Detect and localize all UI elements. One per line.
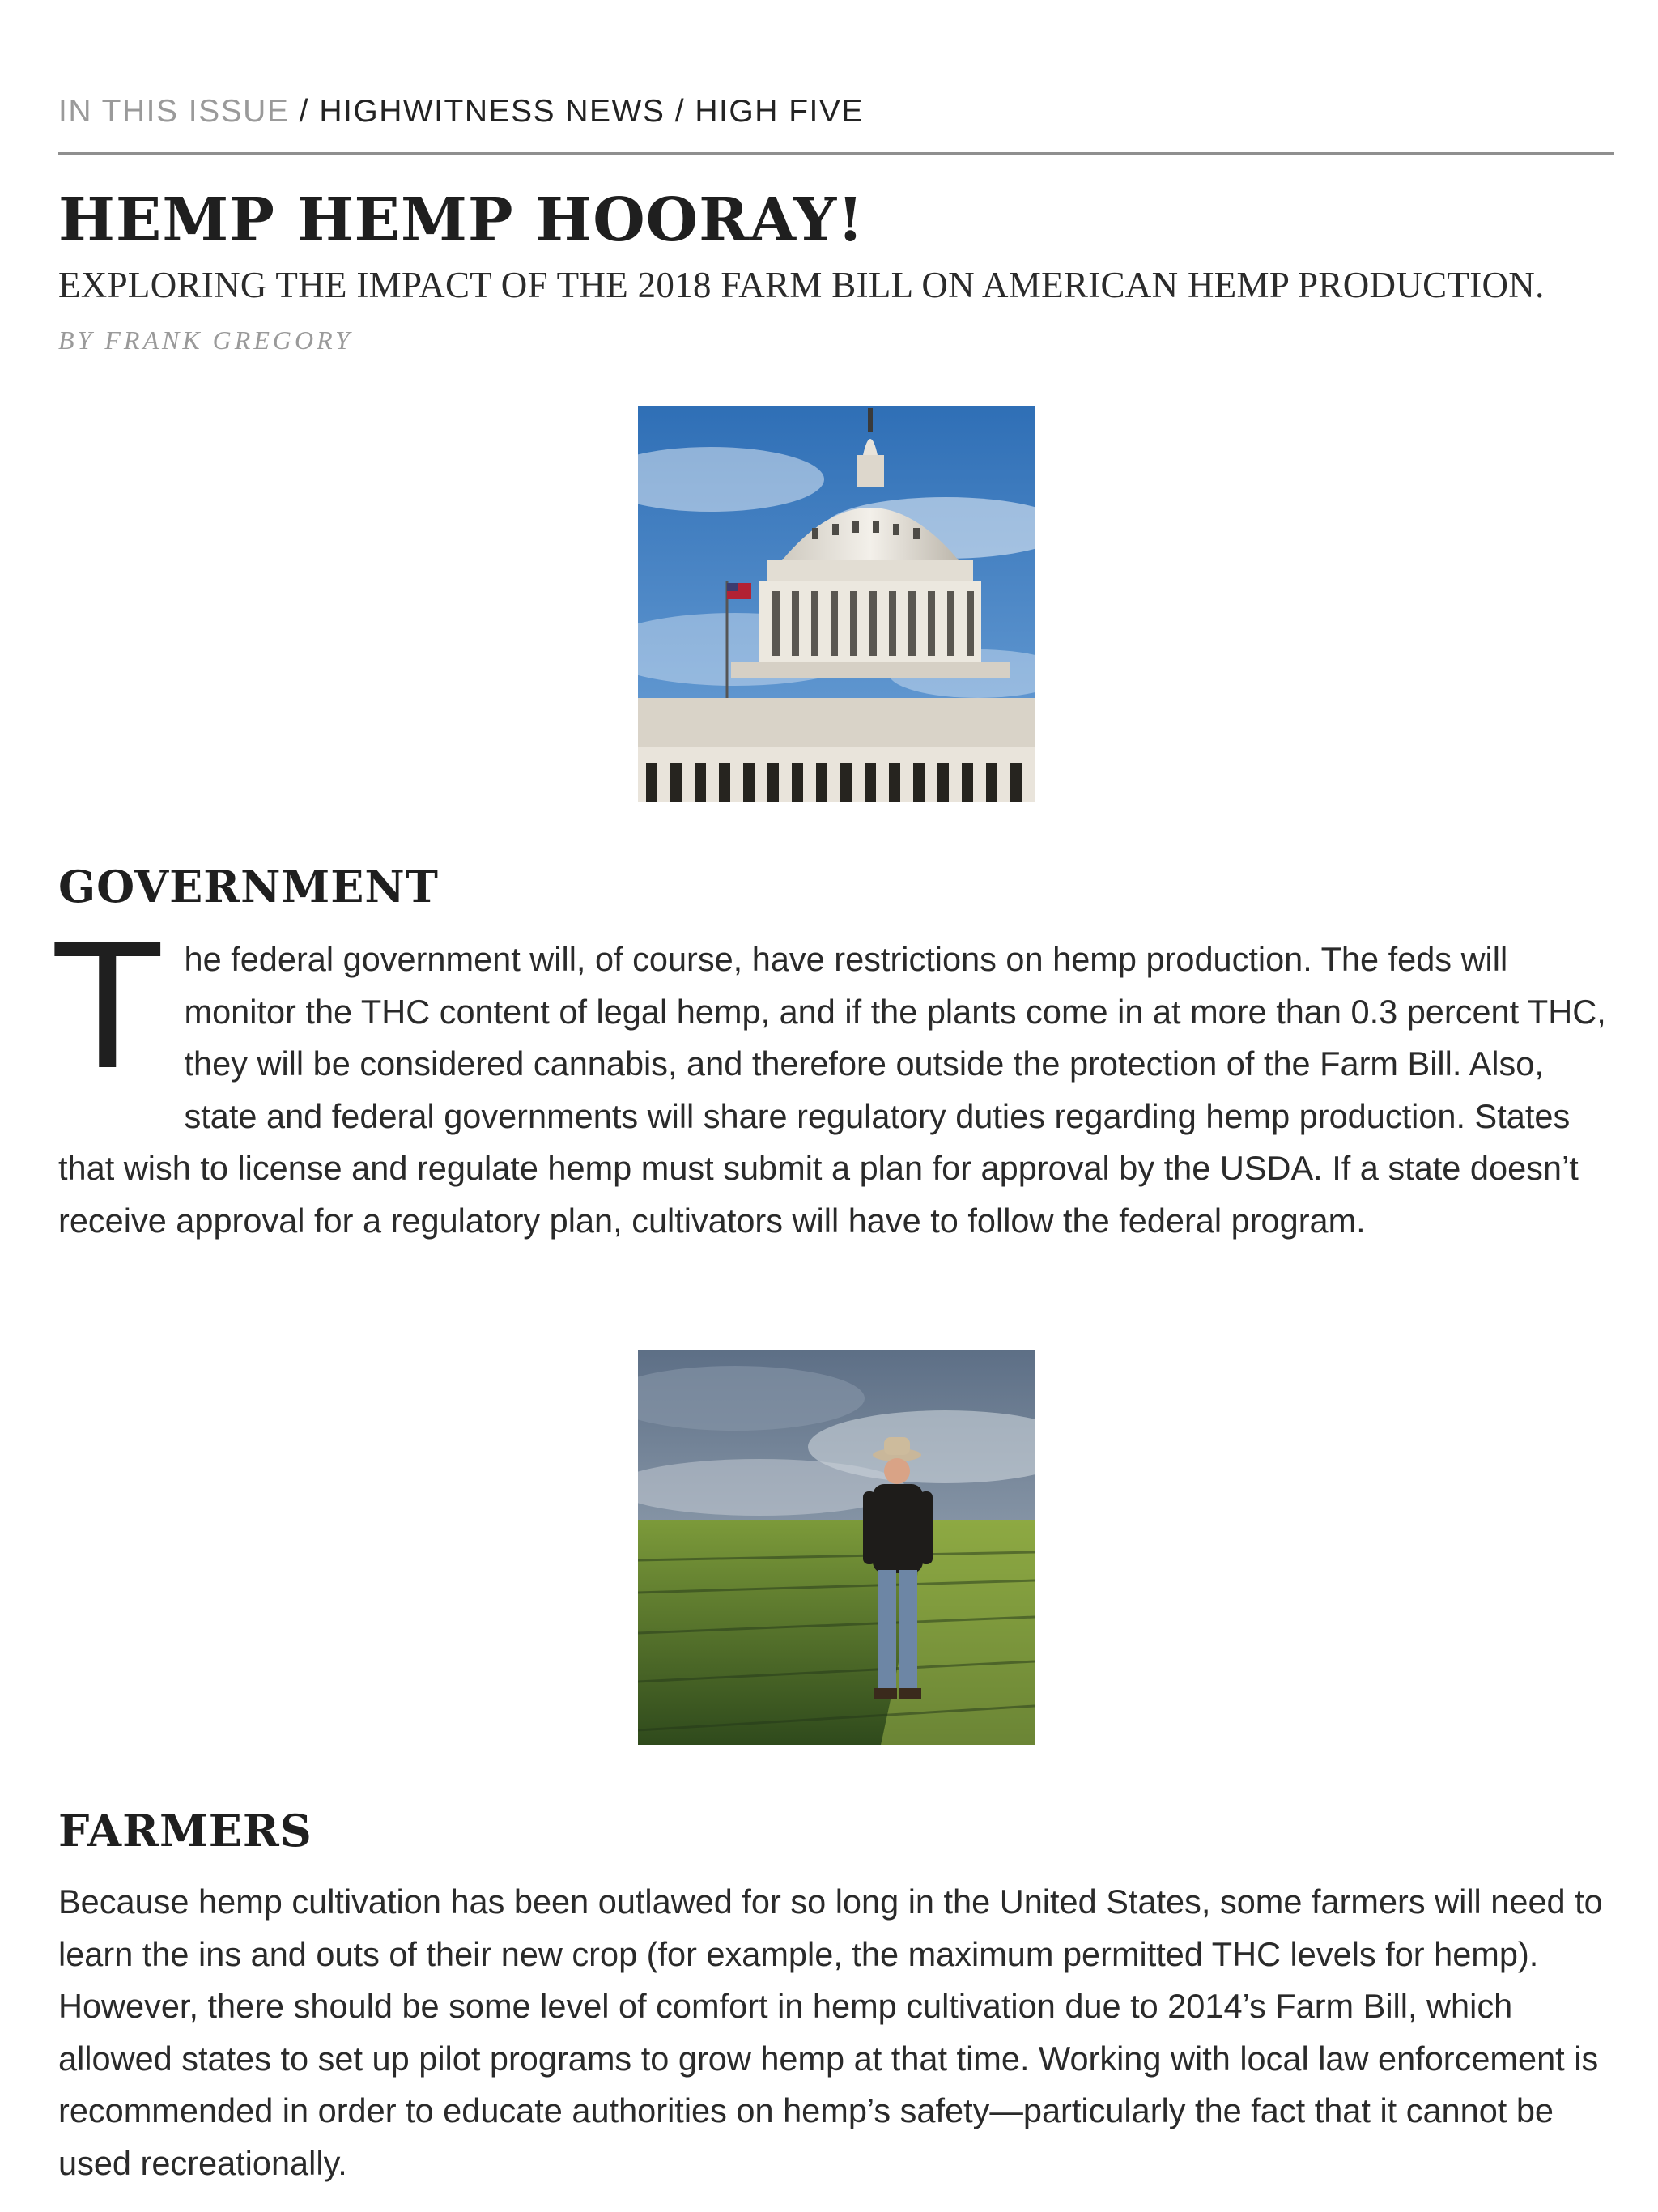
article-subtitle: EXPLORING THE IMPACT OF THE 2018 FARM BILL ON AMERICAN HEMP PRODUCTION. [58,265,1545,305]
section-body-government [55,908,1617,1247]
breadcrumb-page-link[interactable]: HIGH FIVE [695,94,864,129]
breadcrumb-separator: / [289,94,320,129]
breadcrumb [58,94,864,130]
section-body-farmers: Because hemp cultivation has been outlawed for so long in the United States, some farmers will need to learn the ins and outs of their new crop (for example, the maximum permitted THC levels for hemp). However, there should be some level of comfort in hemp cultivation due to 2014’s Farm Bill, which allowed states to set up pilot programs to grow hemp at that time. Working with local law enforcement is recommended in order to educate authorities on hemp’s safety—particularly the fact that it cannot be used recreationally. [58,1882,1603,2182]
section-heading-government: GOVERNMENT [58,861,439,912]
breadcrumb-current: IN THIS ISSUE [58,94,290,129]
drop-cap: T [55,908,160,1108]
article-byline: BY FRANK GREGORY [58,325,353,355]
breadcrumb-separator: / [665,94,695,129]
section-heading-farmers: FARMERS [58,1805,312,1857]
header-divider [58,152,1614,155]
article-title: HEMP HEMP HOORAY! [58,185,865,255]
breadcrumb-section-link[interactable]: HIGHWITNESS NEWS [319,94,665,129]
farmer-image [638,1350,1035,1745]
section-body-government-text: he federal government will, of course, have restrictions on hemp production. The feds will monitor the THC content of legal hemp, and if the plants come in at more than 0.3 percent THC, they will be considered cannabis, and therefore outside the protection of the Farm Bill. Also, state and federal governments will share regulatory duties regarding hemp production. States that wish to license and regulate hemp must submit a plan for approval by the USDA. If a state doesn’t receive approval for a regulatory plan, cultivators will have to follow the federal program. [58,940,1606,1240]
capitol-image [638,406,1035,802]
